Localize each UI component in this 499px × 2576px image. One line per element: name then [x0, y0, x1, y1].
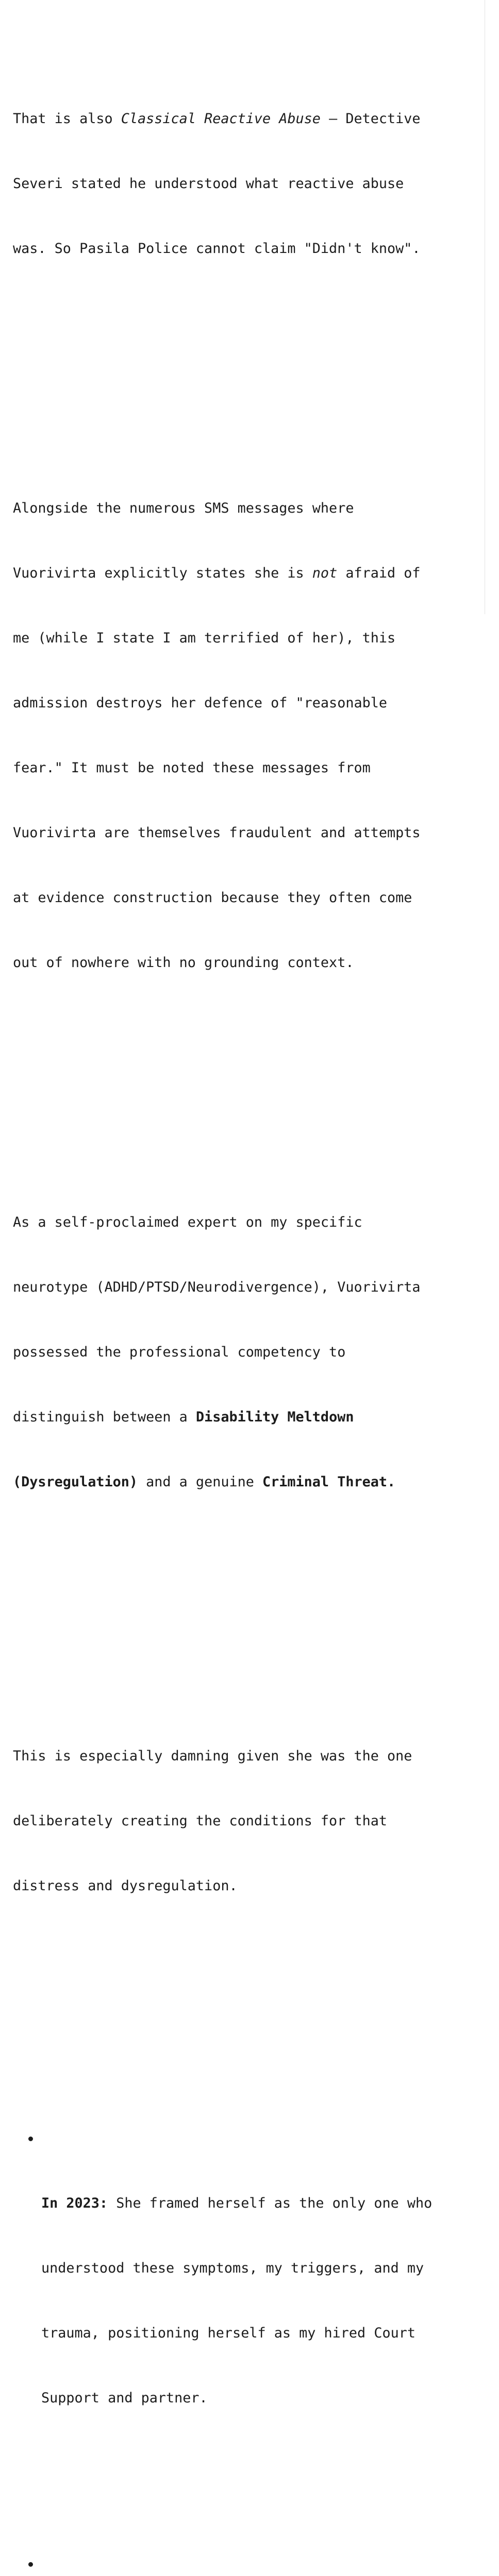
text-line: Alongside the numerous SMS messages where — [13, 500, 354, 516]
text-run: She framed herself as the only one who — [108, 2195, 433, 2211]
text-line — [13, 108, 477, 130]
text-run: afraid of — [337, 565, 421, 581]
text-run: – Detective — [320, 111, 421, 127]
paragraph-spacer — [13, 1082, 477, 1104]
list-item-label: In 2023: — [41, 2195, 108, 2211]
bold-disability-meltdown: Disability Meltdown — [195, 1409, 354, 1425]
emphasis-not: not — [312, 565, 338, 581]
text-line: me (while I state I am terrified of her), this — [13, 630, 396, 646]
text-line: Severi stated he understood what reactive abuse — [13, 176, 404, 192]
text-line: possessed the professional competency to — [13, 1344, 346, 1360]
text-line: was. So Pasila Police cannot claim "Didn't know". — [13, 241, 421, 257]
text-line: fear." It must be noted these messages from — [13, 760, 371, 776]
paragraph-damning — [13, 1702, 477, 1940]
list-item-2023-2026 — [0, 2553, 477, 2576]
text-line: Vuorivirta are themselves fraudulent and attempts — [13, 825, 421, 841]
text-line: at evidence construction because they often come — [13, 890, 412, 906]
text-line: As a self-proclaimed expert on my specific — [13, 1214, 362, 1230]
paragraph-spacer — [13, 1601, 477, 1637]
list-spacer — [13, 2496, 477, 2510]
emphasis-classical-reactive-abuse: Classical Reactive Abuse — [121, 111, 321, 127]
text-line: admission destroys her defence of "reasonable — [13, 695, 387, 711]
text-line — [13, 563, 477, 584]
paragraph-spacer — [13, 368, 477, 389]
scrollbar-track[interactable] — [485, 0, 499, 614]
paragraph-self-proclaimed-expert — [13, 1168, 477, 1536]
text-line — [13, 1406, 477, 1428]
text-line: Support and partner. — [41, 2390, 208, 2406]
text-line: understood these symptoms, my triggers, and my — [41, 2260, 424, 2276]
text-run: and a genuine — [138, 1474, 262, 1490]
text-line: distress and dysregulation. — [13, 1878, 238, 1894]
bold-criminal-threat: Criminal Threat. — [262, 1474, 396, 1490]
document-body — [13, 0, 477, 2576]
text-line — [13, 1471, 477, 1493]
paragraph-spacer — [13, 2005, 477, 2020]
text-run: distinguish between a — [13, 1409, 196, 1425]
text-line — [41, 2193, 477, 2214]
bullet-icon — [28, 2137, 33, 2141]
text-line: out of nowhere with no grounding context. — [13, 955, 354, 971]
text-line: This is especially damning given she was the one — [13, 1748, 412, 1764]
bold-dysregulation: (Dysregulation) — [13, 1474, 138, 1490]
text-line: neurotype (ADHD/PTSD/Neurodivergence), Vuorivirta — [13, 1279, 421, 1295]
text-line: trauma, positioning herself as my hired Court — [41, 2325, 415, 2341]
paragraph-sms-messages — [13, 454, 477, 1017]
paragraph-reactive-abuse — [13, 65, 477, 303]
text-run: That is also — [13, 111, 121, 127]
timeline-list — [13, 2084, 477, 2576]
list-item-2023 — [0, 2128, 477, 2452]
bullet-icon — [28, 2562, 33, 2567]
text-run: Vuorivirta explicitly states she is — [13, 565, 312, 581]
text-line: deliberately creating the conditions for that — [13, 1813, 387, 1829]
